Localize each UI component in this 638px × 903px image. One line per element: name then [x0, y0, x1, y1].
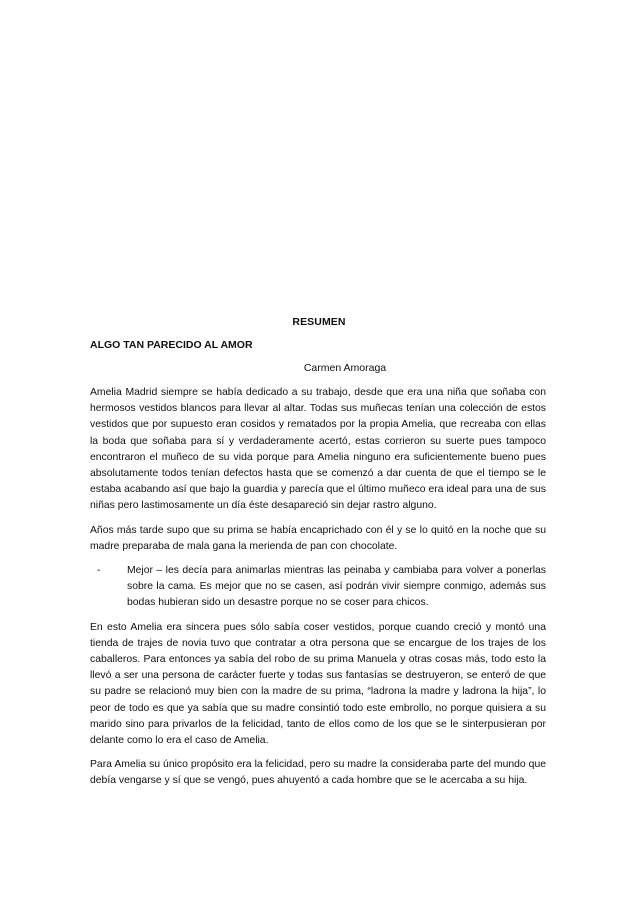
document-body — [90, 385, 546, 798]
paragraph-4: Para Amelia su único propósito era la felicidad, pero su madre la consideraba parte del mundo que debía vengarse y sí que se vengó, pues ahuyentó a cada hombre que se le acercaba a su hija. — [90, 759, 546, 787]
bullet-text: Mejor – les decía para animarlas mientras las peinaba y cambiaba para volver a ponerlas sobre la cama. Es mejor que no se casen, así podrán vivir siempre conmigo, además sus bodas hubieran sido un desastre porque no se coser para chicos. — [127, 565, 546, 609]
story-title: ALGO TAN PARECIDO AL AMOR — [90, 339, 253, 351]
document-heading: RESUMEN — [292, 316, 346, 328]
bullet-item — [90, 563, 546, 612]
author-name: Carmen Amoraga — [303, 362, 387, 374]
paragraph-2: Años más tarde supo que su prima se había encaprichado con él y se lo quitó en la noche que su madre preparaba de mala gana la merienda de pan con chocolate. — [90, 524, 546, 552]
bullet-marker: - — [97, 565, 101, 577]
paragraph-3: En esto Amelia era sincera pues sólo sabía coser vestidos, porque cuando creció y montó una tienda de trajes de novia tuvo que contratar a otra persona que se encargue de los trajes de los caballeros. Para entonces ya sabía del robo de su prima Manuela y otras cosas más, todo esto la llevó a ser una persona de carácter fuerte y todas sus fantasías se destruyeron, se enteró de que su padre se relacionó muy bien con la madre de su prima, “ladrona la madre y ladrona la hija”, lo peor de todo es que ya sabía que su madre consintió todo este embrollo, no porque quisiera a su marido sino para privarlos de la felicidad, tanto de ellos como de los que se le sinterpusieran por delante como lo era el caso de Amelia. — [90, 621, 546, 747]
paragraph-1: Amelia Madrid siempre se había dedicado a su trabajo, desde que era una niña que soñaba con hermosos vestidos blancos para llevar al altar. Todas sus muñecas tenían una colección de estos vestidos que por supuesto eran cosidos y rematados por la propia Amelia, que recreaba con ellas la boda que soñaba para sí y verdaderamente acertó, estas corrieron su suerte pues tampoco encontraron el muñeco de su vida porque para Amelia ninguno era suficientemente bueno pues absolutamente todos tenían defectos hasta que se comenzó a dar cuenta de que el tiempo se le estaba acabando así que bajo la guardia y parecía que el último muñeco era ideal para una de sus niñas pero lastimosamente un día éste desapareció sin dejar rastro alguno. — [90, 387, 546, 512]
